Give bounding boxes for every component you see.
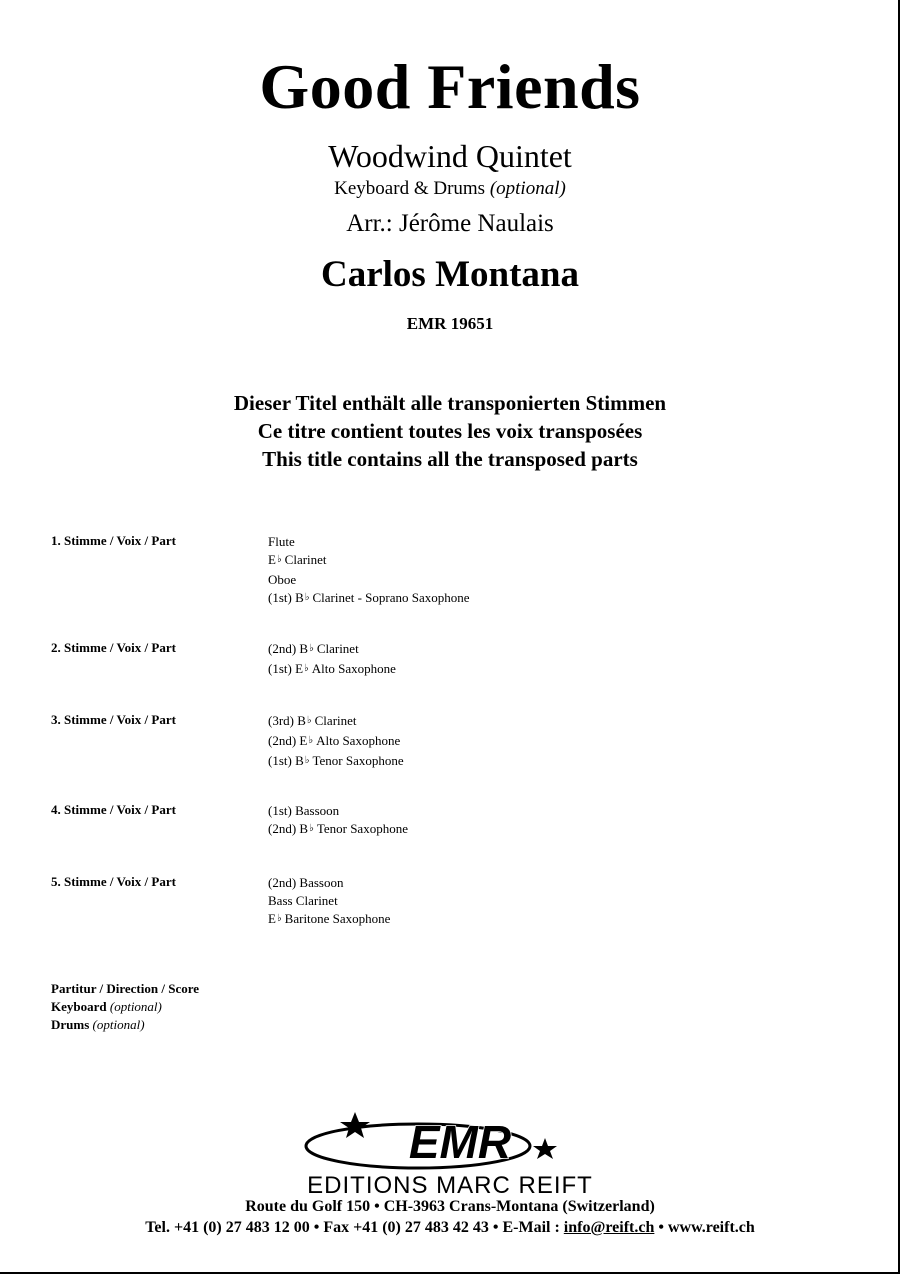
instrument-name: Bass Clarinet (268, 893, 338, 908)
instrument-name: (1st) E (268, 661, 304, 676)
flat-sign: ♭ (309, 643, 314, 654)
instrument-item (268, 571, 470, 589)
instrument-item (268, 910, 390, 930)
instrumentation-main: Keyboard & Drums (334, 178, 486, 199)
instrument-name: (2nd) E (268, 733, 308, 748)
instrument-name: Oboe (268, 572, 297, 587)
contact-suffix: • www.reift.ch (654, 1219, 755, 1236)
instrument-item (268, 874, 390, 892)
logo-star-left (340, 1112, 370, 1138)
flat-sign: ♭ (304, 663, 309, 674)
instrument-name-rest: Tenor Saxophone (316, 821, 408, 836)
instrument-item (268, 712, 404, 732)
part-label: 4. Stimme / Voix / Part (51, 802, 176, 817)
logo-star-right (533, 1138, 557, 1159)
subtitle: Woodwind Quintet (328, 138, 572, 174)
instrument-name: (2nd) B (268, 821, 309, 836)
note-english: This title contains all the transposed parts (262, 447, 638, 471)
instrument-item (268, 892, 390, 910)
part-label: 1. Stimme / Voix / Part (51, 533, 176, 548)
part-instruments (268, 802, 408, 840)
instrument-name: E (268, 911, 276, 926)
email-link[interactable]: info@reift.ch (563, 1219, 655, 1236)
flat-sign: ♭ (308, 735, 314, 746)
extra-score (51, 980, 199, 998)
part-instruments (268, 640, 396, 680)
flat-sign: ♭ (304, 755, 310, 766)
instrumentation (0, 178, 900, 200)
extra-drums-label: Drums (51, 1017, 90, 1032)
part-instruments (268, 874, 390, 930)
extra-keyboard-label: Keyboard (51, 999, 107, 1014)
flat-sign: ♭ (309, 823, 314, 834)
instrument-name: (2nd) B (268, 641, 309, 656)
extra-keyboard-note: (optional) (109, 999, 162, 1014)
part-label: 3. Stimme / Voix / Part (51, 712, 176, 727)
instrument-item (268, 589, 470, 609)
instrument-name: Flute (268, 534, 295, 549)
instrument-name: (2nd) Bassoon (268, 875, 344, 890)
emr-logo (300, 1106, 600, 1176)
instrument-name-rest: Alto Saxophone (316, 733, 401, 748)
contact-prefix: Tel. +41 (0) 27 483 12 00 • Fax +41 (0) 27 483 42 43 • E-Mail : (145, 1219, 564, 1236)
publisher-address: Route du Golf 150 • CH-3963 Crans-Montana (Switzerland) (245, 1198, 655, 1215)
composer: Carlos Montana (321, 254, 579, 295)
note-german: Dieser Titel enthält alle transponierten Stimmen (233, 391, 667, 415)
part-label: 2. Stimme / Voix / Part (51, 640, 176, 655)
instrument-name-rest: Tenor Saxophone (312, 753, 404, 768)
page-title: Good Friends (259, 51, 641, 122)
flat-sign: ♭ (306, 715, 312, 726)
extra-score-label: Partitur / Direction / Score (51, 981, 200, 996)
instrument-name: (1st) B (268, 753, 304, 768)
part-instruments (268, 533, 470, 609)
instrument-name-rest: Clarinet (314, 713, 357, 728)
instrument-name-rest: Clarinet (284, 552, 327, 567)
flat-sign: ♭ (276, 913, 282, 924)
note-french: Ce titre contient toutes les voix transposées (257, 419, 643, 443)
extra-keyboard (51, 998, 199, 1016)
instrumentation-optional: (optional) (489, 178, 566, 199)
instrument-name: (3rd) B (268, 713, 306, 728)
instrument-name-rest: Baritone Saxophone (284, 911, 391, 926)
part-label: 5. Stimme / Voix / Part (51, 874, 176, 889)
instrument-item (268, 820, 408, 840)
instrument-name-rest: Alto Saxophone (311, 661, 396, 676)
instrument-item (268, 752, 404, 772)
extra-drums-note: (optional) (92, 1017, 145, 1032)
instrument-item (268, 533, 470, 551)
instrument-name: (1st) Bassoon (268, 803, 340, 818)
flat-sign: ♭ (304, 592, 310, 603)
instrument-name-rest: Clarinet (316, 641, 359, 656)
arranger: Arr.: Jérôme Naulais (346, 210, 554, 237)
instrument-name-rest: Clarinet - Soprano Saxophone (312, 590, 470, 605)
extras-list (51, 980, 199, 1034)
publisher-name: EDITIONS MARC REIFT (307, 1172, 593, 1199)
instrument-name: E (268, 552, 276, 567)
extra-drums (51, 1016, 199, 1034)
publisher-contact (0, 1219, 900, 1237)
instrument-name: (1st) B (268, 590, 304, 605)
part-instruments (268, 712, 404, 772)
instrument-item (268, 732, 404, 752)
instrument-item (268, 640, 396, 660)
instrument-item (268, 802, 408, 820)
instrument-item (268, 551, 470, 571)
instrument-item (268, 660, 396, 680)
catalog-number: EMR 19651 (406, 314, 494, 333)
logo-text: EMR (408, 1116, 512, 1168)
flat-sign: ♭ (276, 554, 282, 565)
